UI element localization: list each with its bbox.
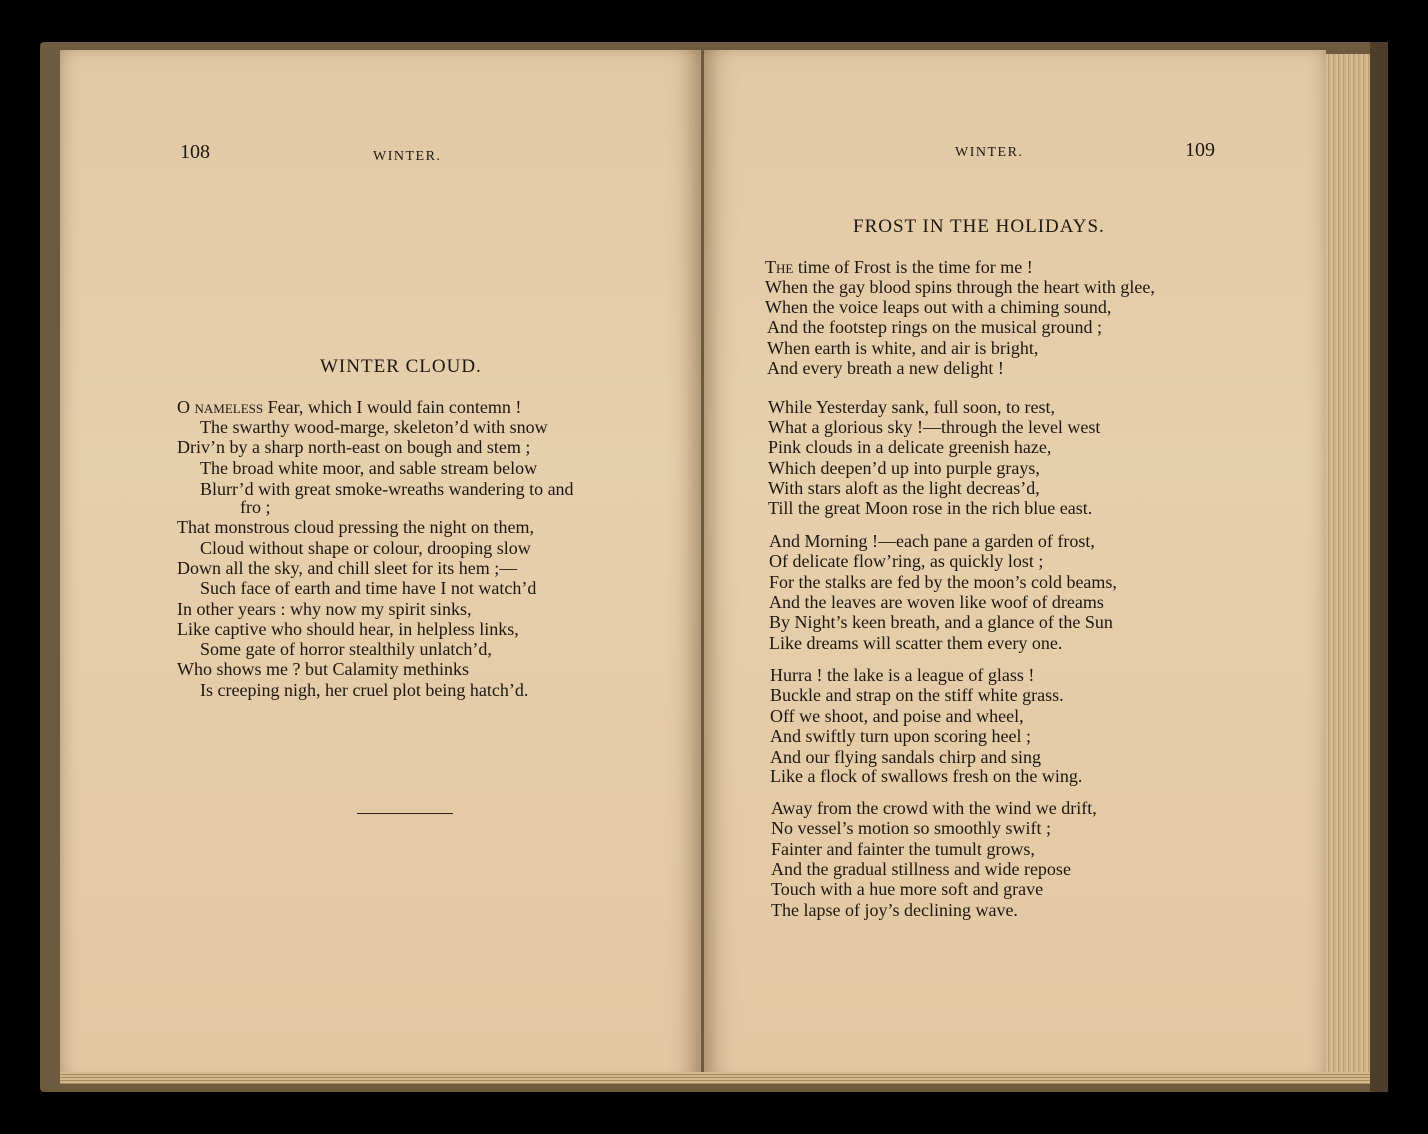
poem-line: When earth is white, and air is bright,	[767, 338, 1039, 358]
poem-line: Fainter and fainter the tumult grows,	[771, 839, 1035, 859]
bottom-page-edges	[60, 1072, 1370, 1084]
poem-line: And our flying sandals chirp and sing	[770, 747, 1041, 767]
poem-line: When the gay blood spins through the heart with glee,	[765, 277, 1155, 297]
opening-word: The	[765, 257, 794, 277]
poem-line: Off we shoot, and poise and wheel,	[770, 706, 1024, 726]
poem-line: Of delicate flow’ring, as quickly lost ;	[769, 551, 1044, 571]
poem-line: Is creeping nigh, her cruel plot being hatch’d.	[200, 680, 529, 700]
page-edges	[1326, 54, 1370, 1078]
poem-line: For the stalks are fed by the moon’s cold beams,	[769, 572, 1117, 592]
poem-line: By Night’s keen breath, and a glance of the Sun	[769, 612, 1113, 632]
poem-line: O nameless Fear, which I would fain contemn !	[177, 397, 522, 417]
poem-line: Like a flock of swallows fresh on the wing.	[770, 766, 1083, 786]
poem-line: Buckle and strap on the stiff white grass.	[770, 685, 1064, 705]
poem-line: And the gradual stillness and wide repose	[771, 859, 1071, 879]
poem-line: The lapse of joy’s declining wave.	[771, 900, 1018, 920]
poem-line: When the voice leaps out with a chiming sound,	[765, 297, 1112, 317]
poem-line: Down all the sky, and chill sleet for its hem ;—	[177, 558, 518, 578]
book-cover-edge	[1370, 42, 1388, 1092]
poem-line: The swarthy wood-marge, skeleton’d with snow	[200, 417, 548, 437]
poem-line: Touch with a hue more soft and grave	[771, 879, 1044, 899]
poem-line: The time of Frost is the time for me !	[765, 257, 1033, 277]
poem-line: And the leaves are woven like woof of dreams	[769, 592, 1104, 612]
poem-line: Which deepen’d up into purple grays,	[768, 458, 1040, 478]
poem-line: Pink clouds in a delicate greenish haze,	[768, 437, 1052, 457]
section-divider-rule	[357, 813, 453, 814]
poem-line: The broad white moor, and sable stream below	[200, 458, 538, 478]
poem-line: Such face of earth and time have I not watch’d	[200, 578, 537, 598]
poem-line: And every breath a new delight !	[767, 358, 1004, 378]
poem-line: Who shows me ? but Calamity methinks	[177, 659, 469, 679]
poem-line: fro ;	[240, 497, 271, 517]
poem-line: Some gate of horror stealthily unlatch’d,	[200, 639, 492, 659]
poem-title-right: FROST IN THE HOLIDAYS.	[853, 216, 1105, 237]
poem-line: Blurr’d with great smoke-wreaths wandering to and	[200, 479, 574, 499]
poem-line: Hurra ! the lake is a league of glass !	[770, 665, 1035, 685]
poem-line: With stars aloft as the light decreas’d,	[768, 478, 1040, 498]
page-number-left: 108	[180, 141, 210, 163]
poem-line: Like dreams will scatter them every one.	[769, 633, 1063, 653]
poem-line: And swiftly turn upon scoring heel ;	[770, 726, 1031, 746]
poem-line: Driv’n by a sharp north-east on bough and stem ;	[177, 437, 531, 457]
poem-line: Like captive who should hear, in helpless links,	[177, 619, 519, 639]
poem-line: And Morning !—each pane a garden of frost,	[769, 531, 1095, 551]
poem-line: No vessel’s motion so smoothly swift ;	[771, 818, 1052, 838]
poem-line: And the footstep rings on the musical ground ;	[767, 317, 1102, 337]
poem-title-left: WINTER CLOUD.	[320, 356, 482, 377]
page-number-right: 109	[1185, 139, 1215, 161]
running-head-right: WINTER.	[955, 145, 1024, 160]
poem-line: What a glorious sky !—through the level west	[768, 417, 1101, 437]
poem-line: While Yesterday sank, full soon, to rest,	[768, 397, 1055, 417]
poem-line: In other years : why now my spirit sinks,	[177, 599, 472, 619]
poem-line: Away from the crowd with the wind we drift,	[771, 798, 1097, 818]
running-head-left: WINTER.	[373, 149, 442, 164]
opening-word: O nameless	[177, 397, 264, 417]
poem-line: Cloud without shape or colour, drooping slow	[200, 538, 531, 558]
poem-line: Till the great Moon rose in the rich blue east.	[768, 498, 1093, 518]
poem-line: That monstrous cloud pressing the night on them,	[177, 517, 534, 537]
